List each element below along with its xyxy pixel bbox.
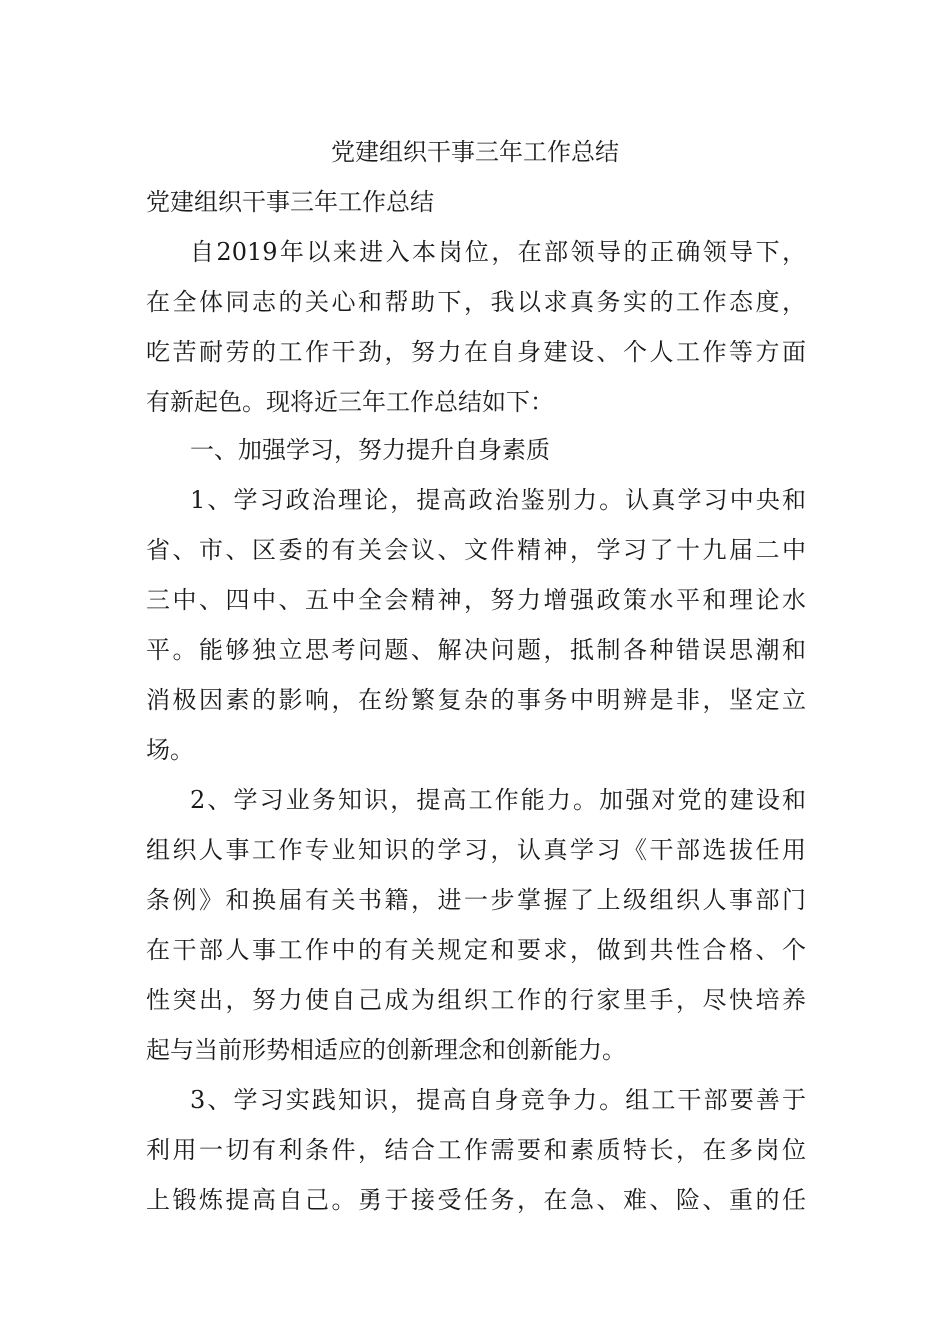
paragraph-line-8: 三中、四中、五中全会精神，努力增强政策水平和理论水	[146, 586, 806, 614]
document-subtitle: 党建组织干事三年工作总结	[146, 188, 434, 216]
paragraph-line-14: 条例》和换届有关书籍，进一步掌握了上级组织人事部门	[146, 886, 806, 914]
paragraph-line-10: 消极因素的影响，在纷繁复杂的事务中明辨是非，坚定立	[146, 686, 806, 714]
paragraph-line-11: 场。	[146, 736, 194, 764]
paragraph-line-15: 在干部人事工作中的有关规定和要求，做到共性合格、个	[146, 936, 806, 964]
paragraph-line-9: 平。能够独立思考问题、解决问题，抵制各种错误思潮和	[146, 636, 806, 664]
paragraph-line-16: 性突出，努力使自己成为组织工作的行家里手，尽快培养	[146, 986, 806, 1014]
paragraph-line-17: 起与当前形势相适应的创新理念和创新能力。	[146, 1036, 626, 1064]
paragraph-line-1: 自2019年以来进入本岗位，在部领导的正确领导下，	[190, 238, 806, 266]
paragraph-line-7: 省、市、区委的有关会议、文件精神，学习了十九届二中	[146, 536, 806, 564]
section-heading-1: 一、加强学习，努力提升自身素质	[190, 436, 550, 464]
paragraph-line-3: 吃苦耐劳的工作干劲，努力在自身建设、个人工作等方面	[146, 338, 806, 366]
paragraph-line-12: 2、学习业务知识，提高工作能力。加强对党的建设和	[190, 786, 806, 814]
paragraph-line-4: 有新起色。现将近三年工作总结如下：	[146, 388, 554, 416]
paragraph-line-18: 3、学习实践知识，提高自身竞争力。组工干部要善于	[190, 1086, 806, 1114]
paragraph-line-13: 组织人事工作专业知识的学习，认真学习《干部选拔任用	[146, 836, 806, 864]
paragraph-line-20: 上锻炼提高自己。勇于接受任务，在急、难、险、重的任	[146, 1186, 806, 1214]
paragraph-line-19: 利用一切有利条件，结合工作需要和素质特长，在多岗位	[146, 1136, 806, 1164]
paragraph-line-6: 1、学习政治理论，提高政治鉴别力。认真学习中央和	[190, 486, 806, 514]
paragraph-line-2: 在全体同志的关心和帮助下，我以求真务实的工作态度，	[146, 288, 806, 316]
document-title: 党建组织干事三年工作总结	[331, 138, 619, 166]
